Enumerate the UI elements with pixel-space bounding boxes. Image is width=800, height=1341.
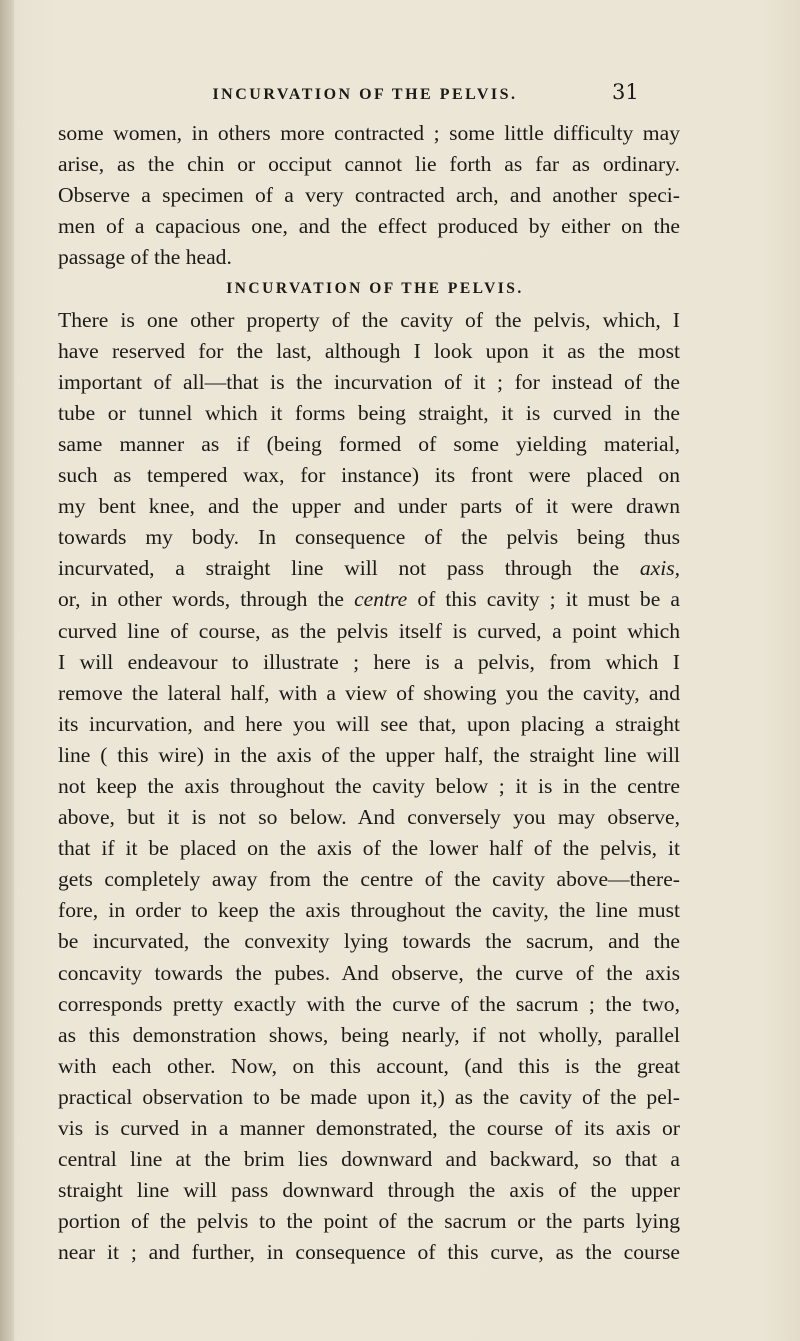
- section-heading: INCURVATION OF THE PELVIS.: [226, 280, 524, 298]
- text-line: remove the lateral half, with a view of showing you the cavity, and: [58, 680, 680, 705]
- text-line: fore, in order to keep the axis throughout the cavity, the line must: [58, 898, 680, 923]
- text-line: important of all—that is the incurvation of it ; for instead of the: [58, 369, 680, 394]
- text-line: line ( this wire) in the axis of the upper half, the straight line will: [58, 742, 680, 767]
- text-line: my bent knee, and the upper and under parts of it were drawn: [58, 494, 680, 519]
- text-segment: of this cavity ; it must be a: [407, 587, 680, 612]
- text-line: towards my body. In consequence of the pelvis being thus: [58, 525, 680, 550]
- text-line: Observe a specimen of a very contracted arch, and another speci-: [58, 183, 680, 208]
- running-head: INCURVATION OF THE PELVIS.: [212, 86, 518, 103]
- text-line: passage of the head.: [58, 245, 232, 270]
- text-line: portion of the pelvis to the point of the sacrum or the parts lying: [58, 1209, 680, 1234]
- page-number: 31: [612, 80, 639, 104]
- text-line: near it ; and further, in consequence of this curve, as the course: [58, 1240, 680, 1265]
- text-segment: or, in other words, through the: [58, 587, 355, 612]
- text-line: [58, 553, 680, 584]
- text-line: be incurvated, the convexity lying towards the sacrum, and the: [58, 929, 680, 954]
- text-line: have reserved for the last, although I look upon it as the most: [58, 338, 680, 363]
- text-line: curved line of course, as the pelvis itself is curved, a point which: [58, 618, 680, 643]
- text-line: gets completely away from the centre of the cavity above—there-: [58, 867, 680, 892]
- text-line: some women, in others more contracted ; some little difficulty may: [58, 121, 680, 145]
- text-line: that if it be placed on the axis of the lower half of the pelvis, it: [58, 836, 680, 861]
- page-binding-edge: [0, 0, 14, 1341]
- text-segment: incurvated, a straight line will not pass through the: [58, 556, 640, 581]
- text-line: concavity towards the pubes. And observe, the curve of the axis: [58, 960, 680, 985]
- italic-term-centre: centre: [354, 587, 408, 612]
- text-line: straight line will pass downward through the axis of the upper: [58, 1178, 680, 1203]
- text-line: There is one other property of the cavity of the pelvis, which, I: [58, 307, 680, 332]
- text-line: arise, as the chin or occiput cannot lie forth as far as ordinary.: [58, 152, 680, 177]
- text-line: tube or tunnel which it forms being straight, it is curved in the: [58, 400, 680, 425]
- text-line: I will endeavour to illustrate ; here is a pelvis, from which I: [58, 649, 680, 674]
- text-line: as this demonstration shows, being nearly, if not wholly, parallel: [58, 1022, 680, 1047]
- text-line: with each other. Now, on this account, (and this is the great: [58, 1053, 680, 1078]
- body-text: [58, 118, 680, 1268]
- text-line: above, but it is not so below. And conversely you may observe,: [58, 805, 680, 830]
- text-line: not keep the axis throughout the cavity below ; it is in the centre: [58, 773, 680, 798]
- text-line: corresponds pretty exactly with the curve of the sacrum ; the two,: [58, 991, 680, 1016]
- page-header: [0, 80, 800, 110]
- text-line: central line at the brim lies downward and backward, so that a: [58, 1147, 680, 1172]
- text-line: such as tempered wax, for instance) its front were placed on: [58, 463, 680, 488]
- text-line: same manner as if (being formed of some yielding material,: [58, 431, 680, 456]
- text-line: its incurvation, and here you will see that, upon placing a straight: [58, 711, 680, 736]
- text-line: [58, 584, 680, 615]
- italic-term-axis: axis,: [639, 556, 680, 581]
- text-line: vis is curved in a manner demonstrated, the course of its axis or: [58, 1116, 680, 1140]
- text-line: practical observation to be made upon it,) as the cavity of the pel-: [58, 1084, 680, 1109]
- text-line: men of a capacious one, and the effect produced by either on the: [58, 214, 680, 239]
